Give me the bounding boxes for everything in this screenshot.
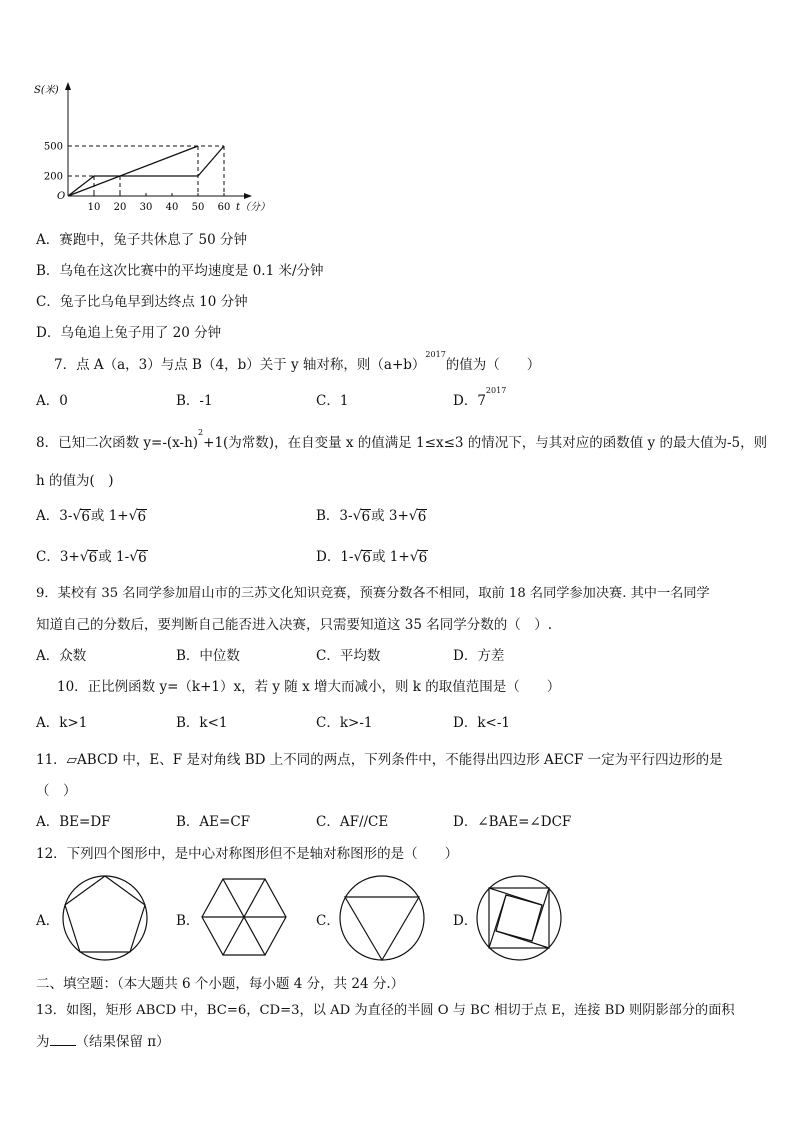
y-tick-label: 500 [43, 141, 63, 153]
q9-stem-line2: 知道自己的分数后，要判断自己能否进入决赛，只需要知道这 35 名同学分数的（ ）. [36, 617, 553, 633]
q8-option-c [36, 545, 148, 565]
q8-stem [36, 428, 768, 451]
radicand: 6 [362, 550, 371, 566]
q12-option-c-figure [337, 874, 427, 962]
sqrt-symbol: √ 6 [128, 508, 147, 525]
q9-option-b: B．中位数 [176, 648, 240, 664]
q6-option-a: A．赛跑中，兔子共休息了 50 分钟 [36, 232, 248, 248]
q11-stem: 11．▱ABCD 中，E、F 是对角线 BD 上不同的两点，下列条件中，不能得出四边形 AECF 一定为平行四边形的是 [36, 752, 723, 768]
q6-option-d: D．乌龟追上兔子用了 20 分钟 [36, 325, 222, 341]
q8-a-part2: 或 1+ [90, 508, 129, 524]
q13-stem-line2 [36, 1030, 170, 1050]
radicand: 6 [81, 509, 90, 525]
q12-option-a-figure [60, 874, 150, 962]
x-axis-arrow [244, 193, 252, 199]
q9-option-d: D．方差 [453, 648, 505, 664]
q8-b-part1: B．3- [316, 508, 353, 524]
radicand: 6 [417, 509, 427, 525]
sqrt-symbol: √ 6 [408, 508, 427, 525]
q12-option-a-label: A． [36, 913, 60, 929]
radicand: 6 [418, 550, 428, 566]
section-2-title: 二、填空题：（本大题共 6 个小题，每小题 4 分，共 24 分.） [36, 976, 405, 992]
q11-option-c: C．AF//CE [316, 814, 389, 830]
y-axis-label: S(米) [34, 85, 59, 96]
sqrt-symbol: √ 6 [353, 549, 371, 566]
q7-option-a: A．0 [36, 393, 68, 409]
q10-option-d: D．k<-1 [453, 715, 510, 731]
q8-stem-a: 8．已知二次函数 y=-(x-h) [36, 435, 199, 451]
q12-option-d-label: D． [453, 913, 478, 929]
q10-stem: 10．正比例函数 y=（k+1）x，若 y 随 x 增大而减小，则 k 的取值范围是（ ） [57, 679, 561, 695]
q12-stem: 12．下列四个图形中，是中心对称图形但不是轴对称图形的是（ ） [36, 846, 459, 862]
q7-option-c: C．1 [316, 393, 349, 409]
radicand: 6 [88, 550, 98, 566]
q7-exponent: 2017 [425, 350, 446, 359]
y-tick-label: 200 [43, 171, 63, 183]
q13-stem-line2-end: （结果保留 π） [75, 1034, 170, 1050]
q8-stem-exponent: 2 [198, 428, 204, 437]
sqrt-symbol: √ 6 [72, 508, 90, 525]
q7-option-b: B．-1 [176, 393, 213, 409]
distance-time-chart [30, 78, 280, 218]
q8-d-part1: D．1- [316, 549, 354, 565]
q8-option-a [36, 504, 147, 524]
radicand: 6 [138, 550, 147, 566]
q10-option-a: A．k>1 [36, 715, 88, 731]
q8-stem-line2: h 的值为( ) [36, 473, 114, 489]
q9-stem-line1: 9．某校有 35 名同学参加眉山市的三苏文化知识竞赛，预赛分数各不相同，取前 18 名同学参加决赛. 其中一名同学 [36, 586, 710, 601]
q7-stem [54, 350, 541, 373]
sqrt-symbol: √ 6 [129, 549, 147, 566]
q11-option-a: A．BE=DF [36, 814, 111, 830]
x-axis-label: t（分） [236, 202, 271, 213]
q7-stem-end: 的值为（ ） [445, 357, 541, 373]
q8-option-b [316, 504, 427, 524]
x-tick-label: 10 [87, 202, 101, 213]
radicand: 6 [137, 509, 147, 525]
q11-option-b: B．AE=CF [176, 814, 251, 830]
series-line-2 [68, 146, 198, 196]
radicand: 6 [361, 509, 371, 525]
q13-stem-line1: 13．如图，矩形 ABCD 中，BC=6，CD=3，以 AD 为直径的半圆 O 与 BC 相切于点 E，连接 BD 则阴影部分的面积 [36, 1003, 735, 1018]
q8-c-part1: C．3+ [36, 549, 80, 565]
sqrt-symbol: √ 6 [79, 549, 98, 566]
x-tick-label: 60 [217, 202, 231, 213]
q8-option-d [316, 545, 428, 565]
series-line-1 [68, 146, 224, 196]
q10-option-b: B．k<1 [176, 715, 228, 731]
q12-option-b-label: B． [176, 913, 200, 929]
x-tick-label: 40 [165, 202, 179, 213]
q7-stem-text: 7．点 A（a，3）与点 B（4，b）关于 y 轴对称，则（a+b） [54, 357, 426, 373]
q8-stem-b: +1(为常数)，在自变量 x 的值满足 1≤x≤3 的情况下，与其对应的函数值 y 的最大值为-5，则 [203, 435, 768, 451]
q8-b-part2: 或 3+ [371, 508, 409, 524]
q8-c-part2: 或 1- [98, 549, 130, 565]
x-tick-label: 30 [139, 202, 153, 213]
q6-option-c: C．兔子比乌龟早到达终点 10 分钟 [36, 294, 248, 310]
q8-d-part2: 或 1+ [372, 549, 410, 565]
q11-stem-line2: （ ） [36, 783, 77, 799]
y-axis-arrow [65, 82, 71, 90]
origin-label: O [57, 191, 66, 202]
x-tick-label: 20 [113, 202, 127, 213]
q10-option-c: C．k>-1 [316, 715, 373, 731]
sqrt-symbol: √ 6 [352, 508, 371, 525]
sqrt-symbol: √ 6 [409, 549, 428, 566]
q11-option-d: D．∠BAE=∠DCF [453, 814, 572, 830]
q12-option-c-label: C． [316, 913, 340, 929]
q7-option-d-exponent: 2017 [485, 386, 507, 395]
q9-option-a: A．众数 [36, 648, 87, 664]
q12-option-b-figure [199, 876, 289, 958]
x-tick-label: 50 [191, 202, 205, 213]
q7-option-d [453, 386, 507, 409]
q9-option-c: C．平均数 [316, 648, 381, 664]
q6-option-b: B．乌龟在这次比赛中的平均速度是 0.1 米/分钟 [36, 263, 324, 279]
answer-blank [50, 1033, 76, 1046]
q12-option-d-figure [474, 874, 564, 962]
q13-stem-line2-start: 为 [36, 1034, 50, 1050]
q8-a-part1: A．3- [36, 508, 73, 524]
q7-option-d-text: D．7 [453, 393, 486, 409]
